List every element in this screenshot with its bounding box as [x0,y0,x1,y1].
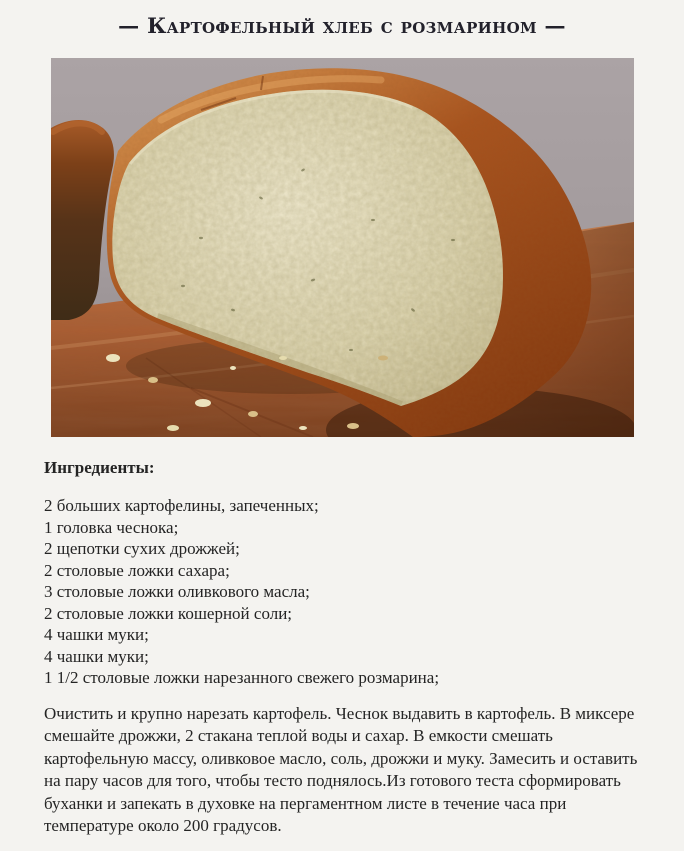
ingredient-item: 4 чашки муки; [44,646,149,666]
ingredient-item: 2 больших картофелины, запеченных; [44,496,319,515]
ingredients-heading: Ингредиенты: [44,458,155,477]
bread-photo-illustration [51,58,634,437]
ingredient-item: 1 1/2 столовые ложки нарезанного свежего розмарина; [44,668,440,687]
recipe-card [0,13,684,851]
ingredient-item: 2 щепотки сухих дрожжей; [44,539,240,558]
recipe-page [0,13,684,851]
ingredient-item: 2 столовые ложки сахара; [44,560,230,580]
ingredient-item: 4 чашки муки; [44,625,149,644]
page-title: — Картофельный хлеб с розмарином — [118,13,566,38]
bread-photo [51,58,634,437]
ingredient-item: 1 головка чеснока; [44,517,179,537]
instructions-paragraph: Очистить и крупно нарезать картофель. Чеснок выдавить в картофель. В миксере смешайте дрожжи, 2 стакана теплой воды и сахар. В емкости смешать картофельную массу, оливковое масло, соль, дрожжи и муку. Замесить и оставить на пару часов для того, чтобы тесто поднялось.Из готового теста сформировать буханки и запекать в духовке на пергаментном листе в течение часа при температуре около 200 градусов. [44,703,638,835]
ingredients-list [44,495,644,689]
ingredient-item: 3 столовые ложки оливкового масла; [44,582,310,601]
ingredient-item: 2 столовые ложки кошерной соли; [44,603,293,623]
recipe-body [0,437,684,838]
